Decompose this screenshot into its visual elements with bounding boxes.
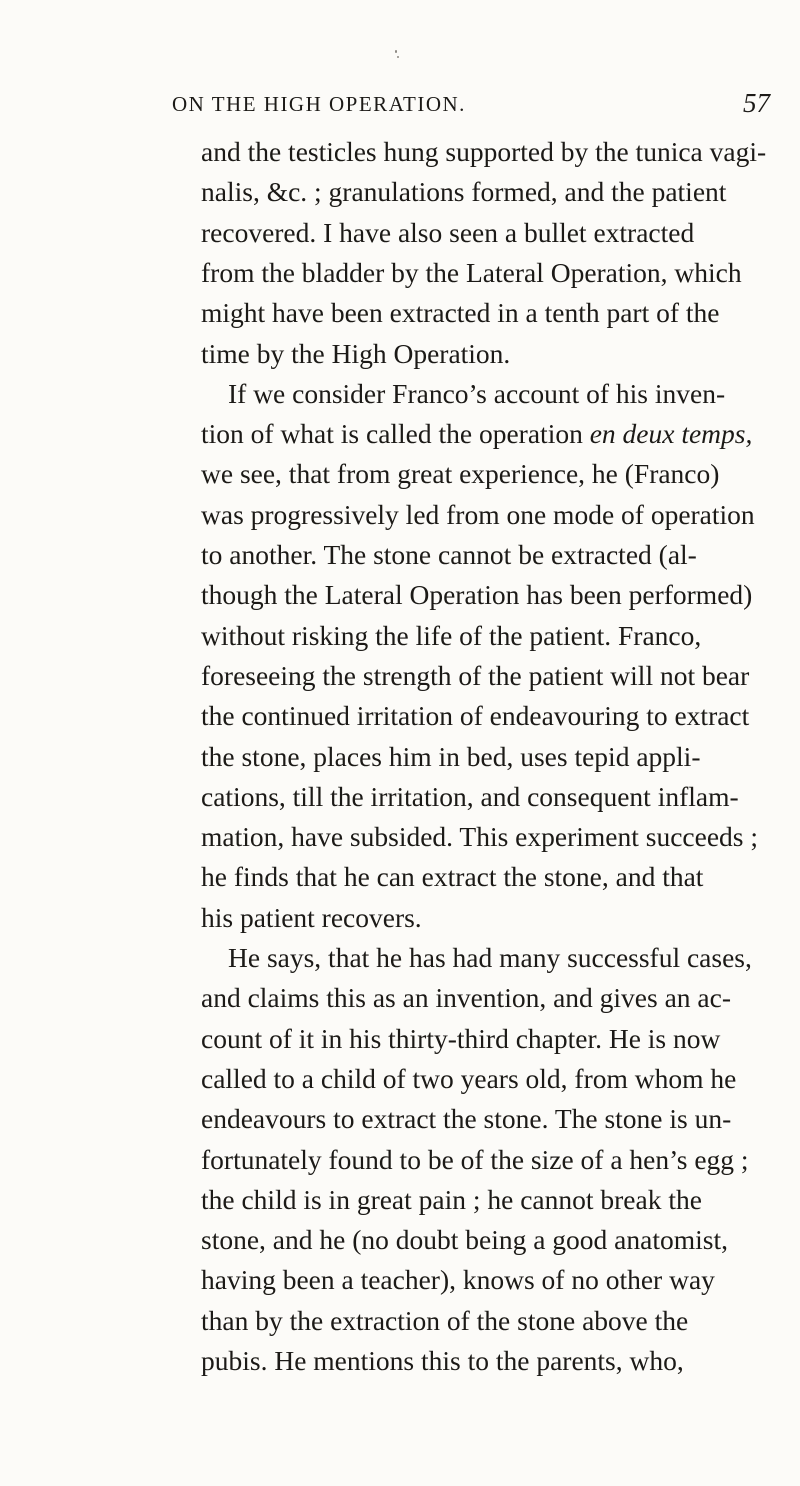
text-line	[0, 820, 800, 860]
line-text: than by the extraction of the stone above the	[201, 1304, 689, 1336]
page-number: 57	[743, 88, 770, 118]
line-text: fortunately found to be of the size of a hen’s egg ;	[201, 1143, 749, 1175]
line-text: he finds that he can extract the stone, and that	[201, 861, 704, 893]
text-line	[0, 619, 800, 659]
line-text	[201, 417, 752, 451]
text-line	[0, 941, 800, 981]
line-text: pubis. He mentions this to the parents, who,	[201, 1345, 684, 1376]
text-line	[0, 337, 800, 377]
line-text: count of it in his thirty-third chapter. He is now	[201, 1022, 721, 1054]
text-line	[0, 1183, 800, 1223]
text-line	[0, 1263, 800, 1303]
text-line	[0, 417, 800, 457]
text-line	[0, 1223, 800, 1263]
text-line	[0, 981, 800, 1021]
line-text: mation, have subsided. This experiment succeeds ;	[201, 821, 758, 853]
line-text: from the bladder by the Lateral Operation, which	[201, 256, 742, 288]
line-text: the continued irritation of endeavouring to extract	[201, 700, 750, 732]
line-text: might have been extracted in a tenth part of the	[201, 297, 720, 329]
text-line	[0, 457, 800, 497]
line-text: recovered. I have also seen a bullet extracted	[201, 216, 695, 248]
line-text: the child is in great pain ; he cannot break the	[201, 1183, 702, 1215]
line-text: the stone, places him in bed, uses tepid appli-	[201, 740, 701, 772]
line-text: to another. The stone cannot be extracted (al-	[201, 539, 697, 570]
line-text: without risking the life of the patient. Franco,	[201, 619, 702, 651]
line-text: called to a child of two years old, from whom he	[201, 1062, 737, 1094]
text-line	[0, 1102, 800, 1142]
line-text: He says, that he has had many successful cases,	[228, 942, 752, 973]
text-line	[0, 578, 800, 618]
line-text-italic: en deux temps,	[589, 418, 753, 450]
text-line	[0, 901, 800, 941]
line-text: though the Lateral Operation has been performed)	[201, 579, 753, 611]
text-line	[0, 296, 800, 336]
line-text: having been a teacher), knows of no other way	[201, 1264, 715, 1296]
line-text: endeavours to extract the stone. The stone is un-	[201, 1103, 732, 1135]
text-line	[0, 1062, 800, 1102]
running-title: ON THE HIGH OPERATION.	[172, 92, 466, 116]
line-text: his patient recovers.	[201, 901, 422, 933]
text-line	[0, 175, 800, 215]
text-line	[0, 498, 800, 538]
paper-speck	[397, 56, 399, 58]
text-line	[0, 780, 800, 820]
running-head	[0, 88, 800, 126]
line-text: stone, and he (no doubt being a good anatomist,	[201, 1224, 728, 1256]
text-line	[0, 1143, 800, 1183]
line-text: nalis, &c. ; granulations formed, and the patient	[201, 176, 727, 208]
text-line	[0, 538, 800, 578]
line-text: If we consider Franco’s account of his inven-	[228, 377, 726, 409]
text-line	[0, 135, 800, 175]
line-text: and claims this as an invention, and gives an ac-	[201, 982, 731, 1014]
line-text-roman: tion of what is called the operation	[201, 418, 590, 450]
line-text: foreseeing the strength of the patient will not bear	[201, 659, 750, 691]
line-text: was progressively led from one mode of operation	[201, 498, 755, 530]
line-text: we see, that from great experience, he (Franco)	[201, 458, 720, 490]
text-line	[0, 740, 800, 780]
text-line	[0, 377, 800, 417]
line-text: and the testicles hung supported by the tunica vagi-	[201, 136, 767, 167]
text-line	[0, 256, 800, 296]
paper-speck	[395, 50, 397, 53]
text-line	[0, 1022, 800, 1062]
text-line	[0, 699, 800, 739]
text-line	[0, 1304, 800, 1344]
line-text: cations, till the irritation, and consequent inflam-	[201, 780, 739, 812]
text-line	[0, 1344, 800, 1384]
line-text: time by the High Operation.	[201, 337, 511, 369]
text-line	[0, 860, 800, 900]
text-line	[0, 216, 800, 256]
text-line	[0, 659, 800, 699]
